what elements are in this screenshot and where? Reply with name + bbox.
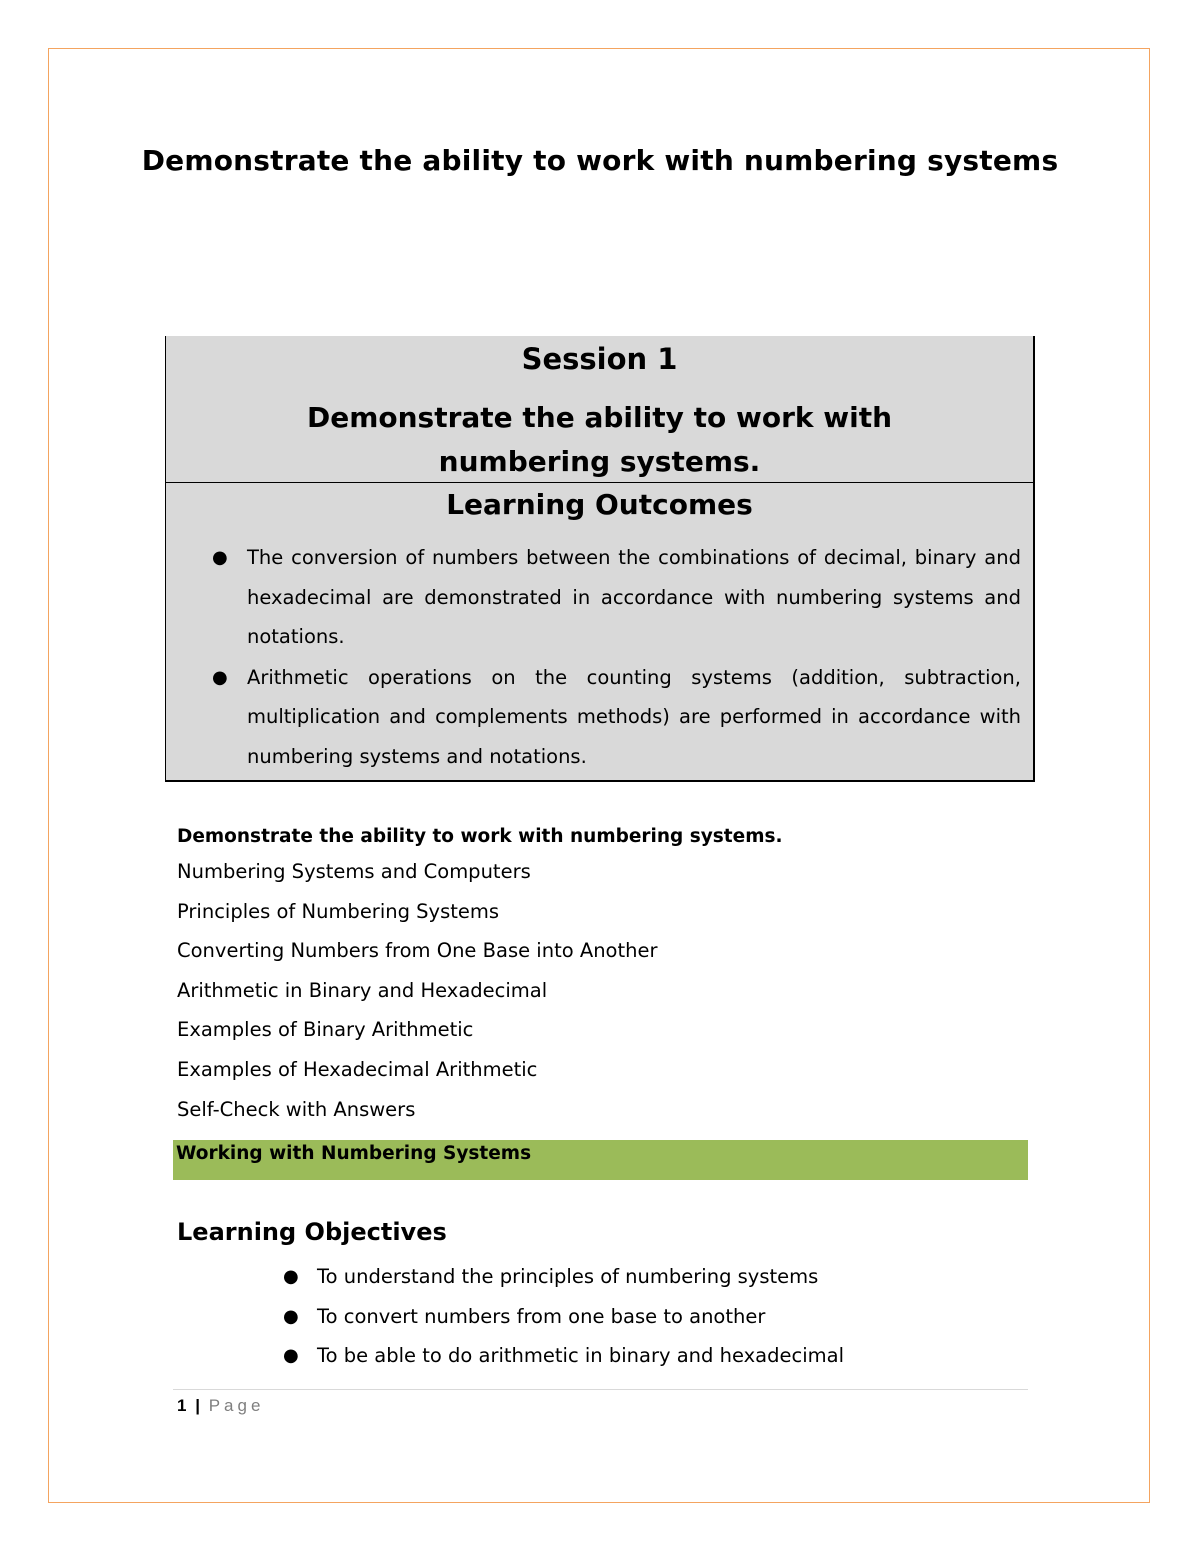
session-header: [166, 336, 1033, 483]
footer-divider: [173, 1389, 1028, 1390]
bullet-icon: ●: [212, 666, 228, 688]
toc-item[interactable]: Converting Numbers from One Base into Another: [177, 939, 658, 963]
list-item: [280, 1297, 844, 1337]
toc-heading: Demonstrate the ability to work with numbering systems.: [177, 826, 783, 847]
session-title: Demonstrate the ability to work with numbering systems.: [306, 401, 893, 478]
toc-item[interactable]: Examples of Binary Arithmetic: [177, 1018, 474, 1042]
list-item: [280, 1336, 844, 1376]
bullet-icon: ●: [212, 547, 228, 568]
session-number: Session 1: [521, 342, 678, 376]
objective-text: To be able to do arithmetic in binary and hexadecimal: [317, 1344, 844, 1368]
objective-text: To understand the principles of numbering systems: [317, 1265, 819, 1288]
document-title: Demonstrate the ability to work with numbering systems: [141, 144, 1059, 177]
toc-item[interactable]: Examples of Hexadecimal Arithmetic: [177, 1057, 538, 1081]
bullet-icon: ●: [283, 1345, 299, 1367]
bullet-icon: ●: [283, 1305, 299, 1327]
list-item: [202, 658, 1021, 777]
footer-separator: |: [195, 1396, 200, 1415]
learning-objectives-list: [280, 1257, 844, 1376]
learning-outcomes-list: [202, 538, 1021, 777]
section-heading-bar: [173, 1140, 1028, 1180]
toc-item[interactable]: Self-Check with Answers: [177, 1097, 416, 1121]
objective-text: To convert numbers from one base to another: [317, 1304, 766, 1328]
section-heading: Working with Numbering Systems: [176, 1143, 532, 1164]
table-of-contents: [177, 822, 1037, 1129]
bullet-icon: ●: [283, 1266, 299, 1287]
toc-item[interactable]: Arithmetic in Binary and Hexadecimal: [177, 978, 548, 1002]
learning-outcomes-heading: Learning Outcomes: [446, 488, 753, 521]
list-item: [280, 1257, 844, 1297]
list-item: [202, 538, 1021, 657]
session-box: [165, 336, 1035, 782]
outcome-text: Arithmetic operations on the counting systems (addition, subtraction, multiplication and complements methods) are performed in accordance with numbering systems and notations.: [247, 665, 1021, 768]
learning-objectives-heading: Learning Objectives: [177, 1218, 447, 1246]
toc-item[interactable]: Principles of Numbering Systems: [177, 899, 500, 923]
page-footer: [177, 1396, 264, 1416]
page-number: 1: [177, 1396, 187, 1415]
page-label: Page: [208, 1396, 265, 1415]
outcome-text: The conversion of numbers between the combinations of decimal, binary and hexadecimal are demonstrated in accordance with numbering systems and notations.: [247, 546, 1021, 648]
toc-item[interactable]: Numbering Systems and Computers: [177, 860, 531, 883]
